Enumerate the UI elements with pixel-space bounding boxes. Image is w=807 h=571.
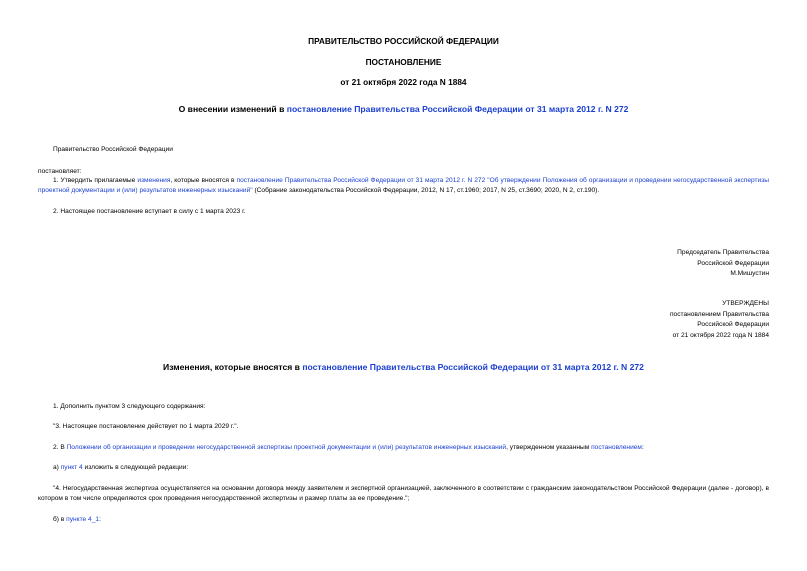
item-b-text-b: : [99, 516, 101, 523]
government-text: Правительство Российской Федерации [53, 146, 173, 153]
quote-point-4: "4. Негосударственная экспертиза осуществляется на основании договора между заявителем и экспертной организацией, заключенного в соответствии с гражданским законодательством Российской Федерации (далее - договор), в котором в том числе определяются срок проведения негосударственной экспертизы и размер платы за ее проведение."; [38, 485, 769, 502]
item-2-text-b: , утвержденном указанным [506, 444, 592, 451]
item-b-text-a: б) в [53, 516, 67, 523]
changes-title [0, 362, 807, 372]
signature-block [677, 248, 769, 280]
approved-date: от 21 октября 2022 года N 1884 [672, 331, 769, 339]
changes-title-link[interactable]: постановление Правительства Российской Федерации от 31 марта 2012 г. N 272 [302, 362, 644, 372]
approved-org: Российской Федерации [697, 321, 769, 329]
link-decree[interactable]: постановлением [591, 444, 642, 451]
link-point-4-1[interactable]: пункте 4_1 [66, 516, 100, 523]
signature-name: М.Мишустин [730, 270, 769, 278]
approved-by: постановлением Правительства [669, 310, 769, 318]
item-b [53, 515, 101, 525]
p1-text-a: 1. Утвердить прилагаемые [53, 177, 138, 184]
org-header: ПРАВИТЕЛЬСТВО РОССИЙСКОЙ ФЕДЕРАЦИИ [308, 36, 499, 46]
item-2 [53, 443, 644, 453]
decrees-text: постановляет: [38, 168, 82, 175]
link-point-4[interactable]: пункт 4 [60, 464, 83, 471]
link-changes[interactable]: изменения [137, 177, 171, 184]
item-2-text-c: : [641, 444, 644, 451]
signature-position: Председатель Правительства [677, 249, 769, 256]
link-decree-272[interactable]: постановление Правительства Российской Федерации от 31 марта 2012 г. N 272 "Об утверждении Положения об организации и проведении негосударственной экспертизы проектной документации и (или) результатов инженерных изысканий" [38, 177, 770, 194]
item-2-text-a: 2. В [53, 444, 67, 451]
item-a-text-a: а) [53, 464, 61, 471]
title-link[interactable]: постановление Правительства Российской Федерации от 31 марта 2012 г. N 272 [286, 104, 629, 114]
link-regulation[interactable]: Положении об организации и проведении негосударственной экспертизы проектной документации и (или) результатов инженерных изысканий [66, 444, 507, 451]
item-a [53, 463, 188, 473]
approved-label: УТВЕРЖДЕНЫ [722, 300, 769, 307]
p1-text-c: (Собрание законодательства Российской Федерации, 2012, N 17, ст.1960; 2017, N 25, ст.3690; 2020, N 2, ст.190). [252, 187, 600, 194]
paragraph-1 [38, 176, 769, 196]
item-1-quote: "3. Настоящее постановление действует по 1 марта 2029 г.". [53, 423, 239, 430]
document-title [0, 104, 807, 114]
item-1: 1. Дополнить пунктом 3 следующего содержания: [53, 403, 206, 410]
date-number: от 21 октября 2022 года N 1884 [340, 77, 467, 87]
paragraph-2: 2. Настоящее постановление вступает в силу с 1 марта 2023 г. [53, 208, 246, 215]
signature-org: Российской Федерации [697, 259, 769, 267]
changes-title-prefix: Изменения, которые вносятся в [163, 362, 303, 372]
p1-text-b: , которые вносятся в [170, 177, 237, 184]
document-type: ПОСТАНОВЛЕНИЕ [365, 57, 442, 67]
item-a-text-b: изложить в следующей редакции: [82, 464, 189, 471]
title-prefix: О внесении изменений в [178, 104, 287, 114]
approved-block [670, 299, 769, 341]
